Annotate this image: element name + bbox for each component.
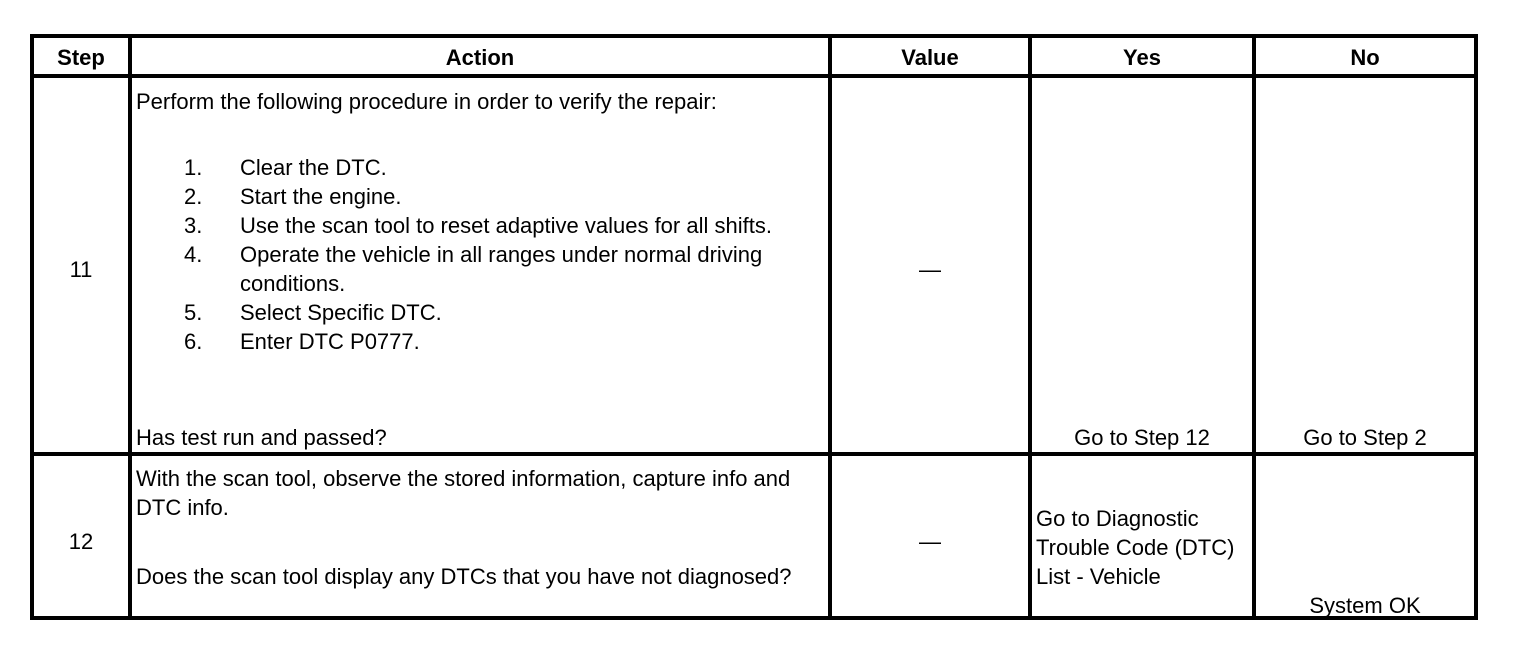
value-cell: — bbox=[919, 257, 941, 282]
action-question: Does the scan tool display any DTCs that you have not diagnosed? bbox=[136, 564, 792, 589]
action-question: Has test run and passed? bbox=[136, 425, 387, 450]
header-action: Action bbox=[445, 45, 515, 70]
procedure-step: 2. Start the engine. bbox=[184, 184, 402, 209]
action-intro: With the scan tool, observe the stored information, capture info and DTC info. bbox=[136, 466, 791, 520]
step-number: 11 bbox=[69, 257, 93, 282]
column-divider bbox=[128, 38, 132, 616]
no-cell: Go to Step 2 bbox=[1303, 425, 1427, 450]
procedure-step: 3. Use the scan tool to reset adaptive values for all shifts. bbox=[184, 213, 772, 238]
column-divider bbox=[1252, 38, 1256, 616]
step-number: 12 bbox=[68, 529, 94, 554]
diagnostic-table bbox=[30, 34, 1478, 620]
header-yes: Yes bbox=[1123, 45, 1161, 70]
row-divider bbox=[34, 452, 1474, 456]
header-step: Step bbox=[57, 45, 105, 70]
no-cell: System OK bbox=[1309, 593, 1421, 618]
action-intro: Perform the following procedure in order to verify the repair: bbox=[136, 89, 717, 114]
header-no: No bbox=[1350, 45, 1380, 70]
column-divider bbox=[1028, 38, 1032, 616]
procedure-list bbox=[184, 153, 780, 356]
yes-cell: Go to Diagnostic Trouble Code (DTC) List - Vehicle bbox=[1036, 506, 1235, 589]
procedure-step: 6. Enter DTC P0777. bbox=[184, 329, 420, 354]
procedure-step: 5. Select Specific DTC. bbox=[184, 300, 442, 325]
procedure-step: 1. Clear the DTC. bbox=[184, 155, 387, 180]
procedure-step: 4. Operate the vehicle in all ranges under normal driving conditions. bbox=[184, 242, 763, 296]
yes-cell: Go to Step 12 bbox=[1074, 425, 1210, 450]
value-cell: — bbox=[919, 529, 941, 554]
header-value: Value bbox=[901, 45, 959, 70]
